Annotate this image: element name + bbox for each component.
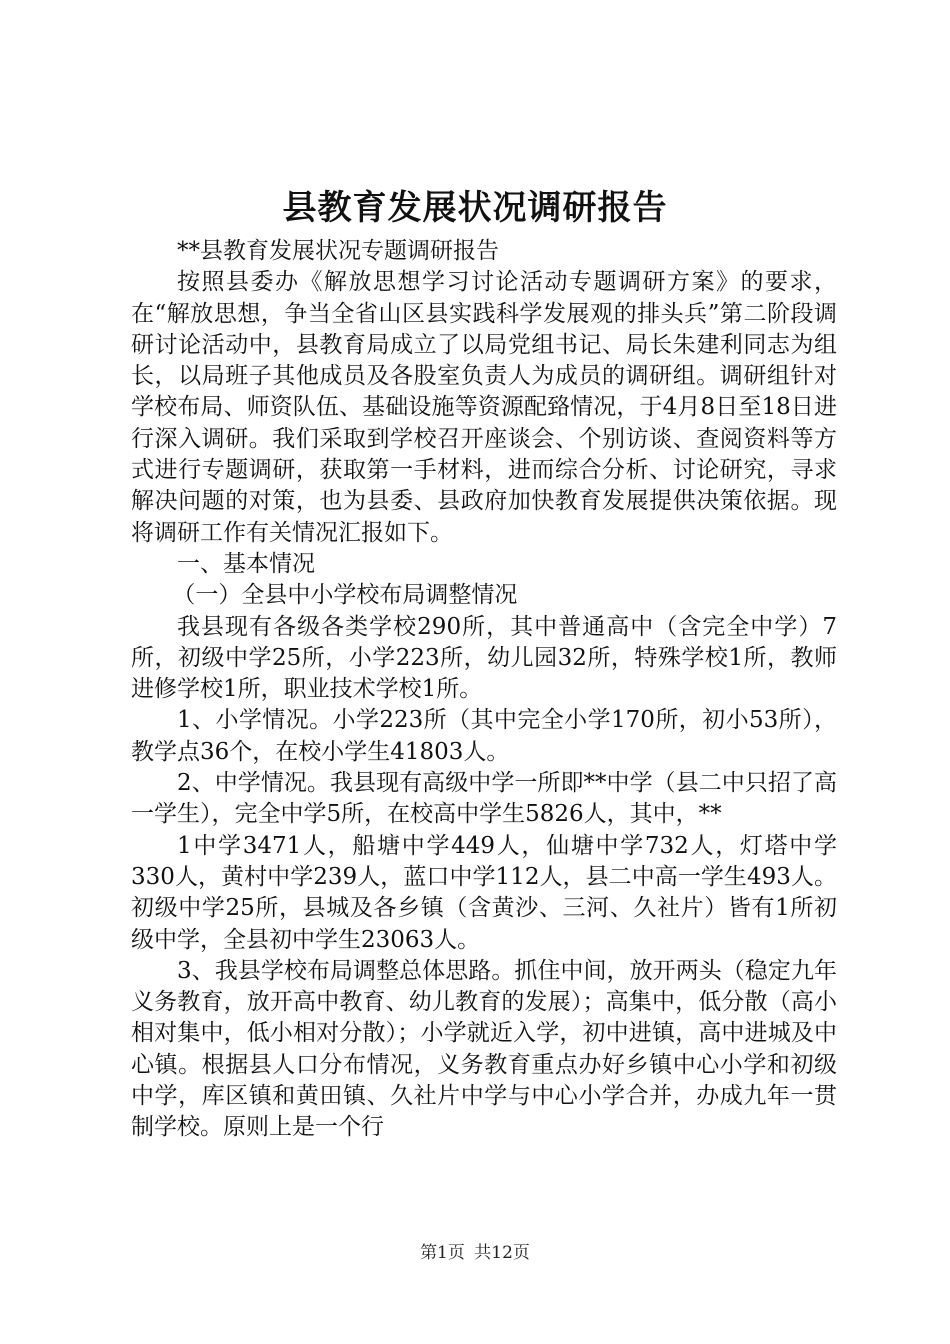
middle-school-paragraph: 2、中学情况。我县现有高级中学一所即**中学（县二中只招了高一学生），完全中学5所，在校高中学生5826人，其中，** bbox=[131, 770, 837, 828]
subtitle-paragraph: **县教育发展状况专题调研报告 bbox=[177, 238, 499, 264]
document-title: 县教育发展状况调研报告 bbox=[282, 188, 668, 228]
section-heading: 一、基本情况 bbox=[177, 550, 315, 577]
middle-school-stats-paragraph: 1中学3471人，船塘中学449人，仙塘中学732人，灯塔中学330人，黄村中学239人，蓝口中学112人，县二中高一学生493人。初级中学25所，县城及各乡镇（含黄沙、三河、久社片）皆有1所初级中学，全县初中学生23063人。 bbox=[131, 832, 837, 953]
intro-paragraph: 按照县委办《解放思想学习讨论活动专题调研方案》的要求，在“解放思想，争当全省山区县实践科学发展观的排头兵”第二阶段调研讨论活动中，县教育局成立了以局党组书记、局长朱建利同志为组长，以局班子其他成员及各股室负责人为成员的调研组。调研组针对学校布局、师资队伍、基础设施等资源配臵情况，于4月8日至18日进行深入调研。我们采取到学校召开座谈会、个别访谈、查阅资料等方式进行专题调研，获取第一手材料，进而综合分析、讨论研究，寻求解决问题的对策，也为县委、县政府加快教育发展提供决策依据。现将调研工作有关情况汇报如下。 bbox=[131, 269, 837, 546]
layout-plan-paragraph: 3、我县学校布局调整总体思路。抓住中间，放开两头（稳定九年义务教育，放开高中教育、幼儿教育的发展）；高集中，低分散（高小相对集中，低小相对分散）；小学就近入学，初中进镇，高中进城及中心镇。根据县人口分布情况，义务教育重点办好乡镇中心小学和初级中学，库区镇和黄田镇、久社片中学与中心小学合并，办成九年一贯制学校。原则上是一个行 bbox=[131, 957, 837, 1141]
primary-school-paragraph: 1、小学情况。小学223所（其中完全小学170所，初小53所），教学点36个，在校小学生41803人。 bbox=[131, 707, 837, 765]
document-body bbox=[131, 236, 837, 1144]
subsection-heading: （一）全县中小学校布局调整情况 bbox=[172, 582, 518, 609]
page-total: 共12页 bbox=[474, 1243, 530, 1263]
page-number: 第1页 bbox=[420, 1243, 465, 1263]
schools-overview-paragraph: 我县现有各级各类学校290所，其中普通高中（含完全中学）7所，初级中学25所，小学223所，幼儿园32所，特殊学校1所，教师进修学校1所，职业技术学校1所。 bbox=[131, 613, 837, 703]
page-footer bbox=[0, 1242, 950, 1264]
